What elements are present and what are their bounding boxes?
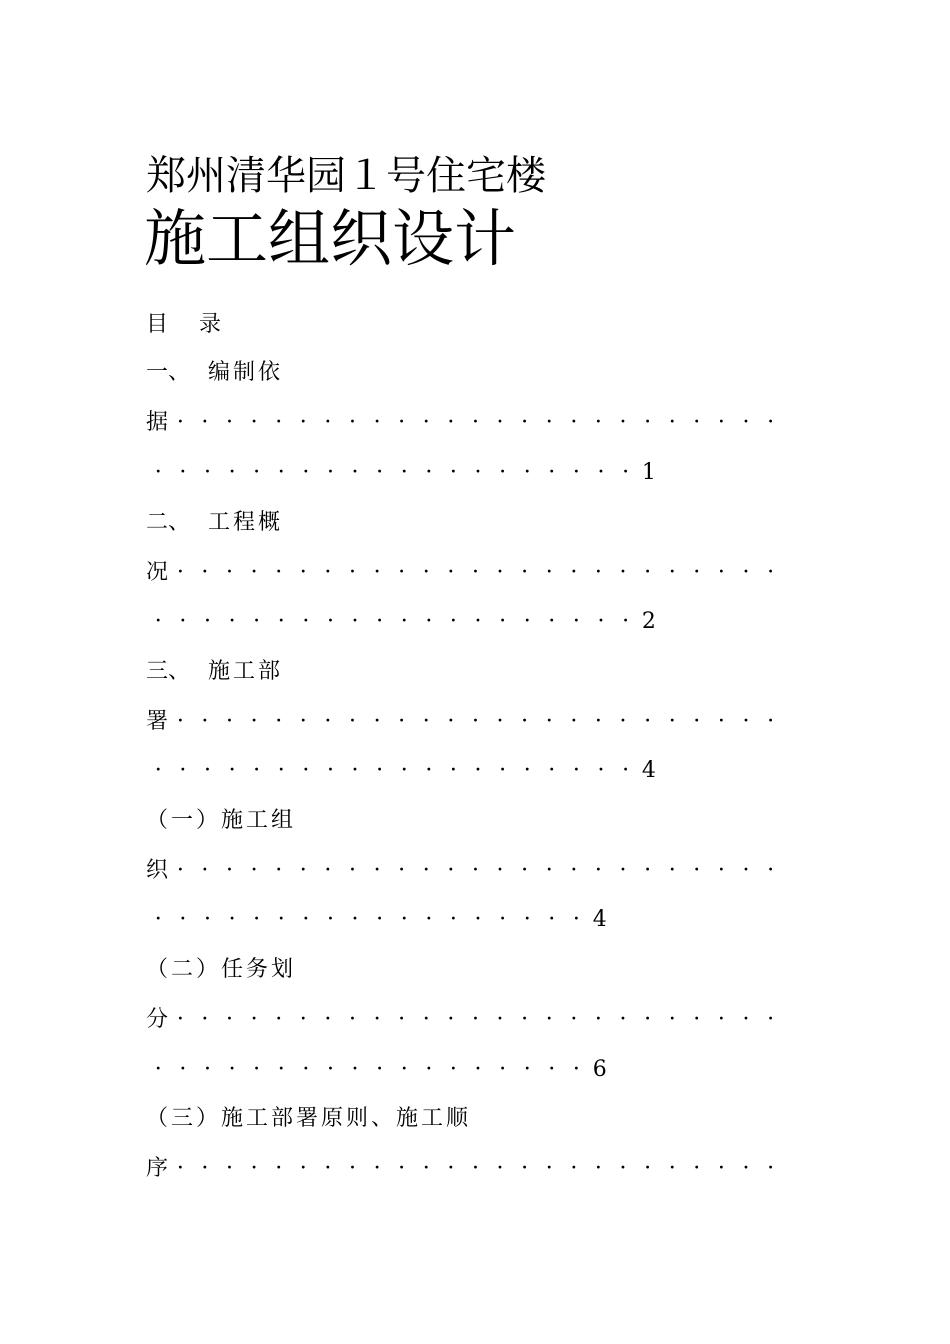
toc-entry-continuation: 序 — [146, 1156, 169, 1181]
leader-dot: · — [422, 410, 430, 435]
leader-dot: · — [474, 460, 482, 485]
leader-dot: · — [179, 758, 187, 783]
leader-dot: · — [496, 709, 504, 734]
leader-dot: · — [449, 907, 457, 932]
leader-dot: · — [545, 560, 553, 585]
leader-dot: · — [717, 560, 725, 585]
leader-dot: · — [326, 1057, 334, 1082]
leader-dot: · — [668, 858, 676, 883]
leader-dot: · — [253, 1057, 261, 1082]
leader-dot: · — [154, 460, 162, 485]
leader-dot: · — [597, 758, 605, 783]
leader-dot: · — [499, 1057, 507, 1082]
leader-dot: · — [668, 410, 676, 435]
leader-dot: · — [299, 410, 307, 435]
leader-dot: · — [619, 709, 627, 734]
leader-dot: · — [496, 1007, 504, 1032]
leader-dot: · — [545, 709, 553, 734]
leader-dot: · — [644, 1156, 652, 1181]
leader-dot: · — [176, 709, 184, 734]
toc-entry-continuation: 据 — [146, 410, 169, 435]
leader-dot: · — [299, 1007, 307, 1032]
leader-dot: · — [425, 609, 433, 634]
toc-entry-continuation: 织 — [146, 858, 169, 883]
leader-dot: · — [250, 858, 258, 883]
toc-entry-number: 一、 — [146, 360, 191, 385]
leader-dot: · — [351, 460, 359, 485]
leader-dot: · — [693, 709, 701, 734]
leader-dot: · — [496, 858, 504, 883]
toc-entry-label: （三）施工部署原则、施工顺 — [146, 1106, 472, 1131]
toc-entry-dots-line-2 — [146, 558, 783, 588]
leader-dot: · — [376, 1057, 384, 1082]
toc-entry-dots-line-1 — [146, 408, 783, 438]
leader-dot: · — [326, 460, 334, 485]
leader-dot: · — [521, 560, 529, 585]
leader-dot: · — [299, 858, 307, 883]
document-title-line-2: 施工组织设计 — [144, 202, 517, 275]
leader-dot: · — [693, 1156, 701, 1181]
leader-dot: · — [228, 907, 236, 932]
leader-dot: · — [373, 858, 381, 883]
leader-dot: · — [176, 858, 184, 883]
leader-dot: · — [324, 709, 332, 734]
leader-dot: · — [373, 1156, 381, 1181]
leader-dot: · — [422, 858, 430, 883]
toc-entry-label: 编制依 — [208, 360, 284, 385]
leader-dot: · — [376, 609, 384, 634]
leader-dot: · — [250, 1007, 258, 1032]
leader-dot: · — [326, 609, 334, 634]
toc-entry-title-1[interactable] — [146, 358, 283, 388]
toc-entry-page-line-2 — [146, 607, 656, 637]
leader-dot: · — [572, 460, 580, 485]
leader-dot: · — [373, 560, 381, 585]
toc-page-number: 4 — [592, 907, 607, 932]
leader-dot: · — [203, 758, 211, 783]
leader-dot: · — [228, 758, 236, 783]
leader-dot: · — [422, 1007, 430, 1032]
leader-dot: · — [742, 709, 750, 734]
leader-dot: · — [400, 907, 408, 932]
leader-dot: · — [742, 410, 750, 435]
leader-dot: · — [449, 758, 457, 783]
toc-entry-label: 工程概 — [208, 510, 284, 535]
leader-dot: · — [302, 1057, 310, 1082]
leader-dot: · — [176, 1007, 184, 1032]
leader-dot: · — [548, 609, 556, 634]
leader-dot: · — [570, 1007, 578, 1032]
toc-entry-title-6[interactable] — [146, 1104, 471, 1134]
leader-dot: · — [299, 709, 307, 734]
leader-dot: · — [203, 609, 211, 634]
leader-dot: · — [471, 1007, 479, 1032]
leader-dot: · — [597, 460, 605, 485]
leader-dot: · — [400, 609, 408, 634]
leader-dot: · — [201, 709, 209, 734]
leader-dot: · — [594, 709, 602, 734]
leader-dot: · — [767, 1156, 775, 1181]
leader-dot: · — [203, 907, 211, 932]
dot-leader — [146, 458, 638, 488]
toc-entry-continuation: 分 — [146, 1007, 169, 1032]
leader-dot: · — [767, 858, 775, 883]
leader-dot: · — [449, 460, 457, 485]
leader-dot: · — [449, 1057, 457, 1082]
leader-dot: · — [474, 1057, 482, 1082]
leader-dot: · — [597, 609, 605, 634]
leader-dot: · — [668, 709, 676, 734]
leader-dot: · — [447, 410, 455, 435]
leader-dot: · — [348, 709, 356, 734]
leader-dot: · — [499, 907, 507, 932]
leader-dot: · — [201, 410, 209, 435]
leader-dot: · — [398, 1156, 406, 1181]
leader-dot: · — [400, 1057, 408, 1082]
toc-entry-title-5[interactable] — [146, 955, 296, 985]
leader-dot: · — [644, 709, 652, 734]
toc-entry-title-3[interactable] — [146, 657, 283, 687]
leader-dot: · — [176, 1156, 184, 1181]
leader-dot: · — [425, 907, 433, 932]
leader-dot: · — [622, 758, 630, 783]
leader-dot: · — [594, 1007, 602, 1032]
toc-entry-page-line-3 — [146, 756, 656, 786]
leader-dot: · — [201, 1156, 209, 1181]
leader-dot: · — [471, 560, 479, 585]
toc-entry-number: 三、 — [146, 659, 191, 684]
leader-dot: · — [474, 907, 482, 932]
leader-dot: · — [228, 460, 236, 485]
leader-dot: · — [176, 410, 184, 435]
leader-dot: · — [619, 1156, 627, 1181]
leader-dot: · — [572, 609, 580, 634]
leader-dot: · — [226, 709, 233, 734]
leader-dot: · — [228, 1057, 236, 1082]
leader-dot: · — [275, 1156, 283, 1181]
dot-leader — [168, 1005, 783, 1035]
leader-dot: · — [499, 460, 507, 485]
leader-dot: · — [447, 560, 455, 585]
leader-dot: · — [398, 410, 406, 435]
leader-dot: · — [594, 560, 602, 585]
dot-leader — [146, 1055, 589, 1085]
leader-dot: · — [324, 410, 332, 435]
toc-page-number: 6 — [592, 1057, 607, 1082]
leader-dot: · — [548, 460, 556, 485]
leader-dot: · — [277, 460, 285, 485]
dot-leader — [146, 607, 638, 637]
leader-dot: · — [548, 907, 556, 932]
leader-dot: · — [226, 560, 233, 585]
toc-page-number: 2 — [641, 609, 656, 634]
leader-dot: · — [348, 858, 356, 883]
toc-entry-continuation: 署 — [146, 709, 169, 734]
leader-dot: · — [326, 907, 334, 932]
leader-dot: · — [447, 1156, 455, 1181]
leader-dot: · — [594, 858, 602, 883]
leader-dot: · — [572, 907, 580, 932]
toc-page-number: 1 — [641, 460, 656, 485]
leader-dot: · — [326, 758, 334, 783]
leader-dot: · — [179, 460, 187, 485]
leader-dot: · — [570, 560, 578, 585]
leader-dot: · — [471, 709, 479, 734]
leader-dot: · — [348, 1007, 356, 1032]
leader-dot: · — [644, 1007, 652, 1032]
leader-dot: · — [474, 758, 482, 783]
leader-dot: · — [742, 560, 750, 585]
leader-dot: · — [226, 858, 233, 883]
leader-dot: · — [521, 1007, 529, 1032]
leader-dot: · — [447, 858, 455, 883]
leader-dot: · — [717, 1156, 725, 1181]
leader-dot: · — [226, 1007, 233, 1032]
leader-dot: · — [203, 1057, 211, 1082]
leader-dot: · — [548, 758, 556, 783]
leader-dot: · — [619, 1007, 627, 1032]
leader-dot: · — [717, 1007, 725, 1032]
dot-leader — [168, 707, 783, 737]
leader-dot: · — [302, 758, 310, 783]
leader-dot: · — [373, 709, 381, 734]
leader-dot: · — [277, 907, 285, 932]
leader-dot: · — [668, 1156, 676, 1181]
leader-dot: · — [299, 1156, 307, 1181]
leader-dot: · — [351, 609, 359, 634]
leader-dot: · — [351, 1057, 359, 1082]
leader-dot: · — [521, 709, 529, 734]
leader-dot: · — [644, 410, 652, 435]
toc-entry-title-4[interactable] — [146, 806, 296, 836]
leader-dot: · — [250, 560, 258, 585]
leader-dot: · — [179, 1057, 187, 1082]
toc-entry-label: （一）施工组 — [146, 808, 297, 833]
leader-dot: · — [523, 907, 531, 932]
leader-dot: · — [422, 1156, 430, 1181]
leader-dot: · — [351, 907, 359, 932]
leader-dot: · — [277, 758, 285, 783]
leader-dot: · — [275, 560, 283, 585]
leader-dot: · — [767, 560, 775, 585]
toc-entry-continuation: 况 — [146, 560, 169, 585]
dot-leader — [168, 408, 783, 438]
leader-dot: · — [693, 560, 701, 585]
dot-leader — [168, 558, 783, 588]
leader-dot: · — [594, 410, 602, 435]
dot-leader — [146, 905, 589, 935]
leader-dot: · — [376, 460, 384, 485]
leader-dot: · — [179, 609, 187, 634]
leader-dot: · — [471, 858, 479, 883]
leader-dot: · — [545, 1156, 553, 1181]
leader-dot: · — [324, 858, 332, 883]
leader-dot: · — [425, 1057, 433, 1082]
leader-dot: · — [545, 410, 553, 435]
leader-dot: · — [570, 709, 578, 734]
leader-dot: · — [717, 410, 725, 435]
leader-dot: · — [742, 858, 750, 883]
leader-dot: · — [471, 410, 479, 435]
leader-dot: · — [523, 609, 531, 634]
leader-dot: · — [767, 709, 775, 734]
toc-entry-page-line-1 — [146, 458, 656, 488]
leader-dot: · — [277, 1057, 285, 1082]
leader-dot: · — [447, 709, 455, 734]
leader-dot: · — [324, 1156, 332, 1181]
leader-dot: · — [154, 609, 162, 634]
leader-dot: · — [521, 858, 529, 883]
leader-dot: · — [422, 560, 430, 585]
leader-dot: · — [570, 1156, 578, 1181]
toc-entry-page-line-4 — [146, 905, 607, 935]
leader-dot: · — [398, 709, 406, 734]
leader-dot: · — [619, 560, 627, 585]
leader-dot: · — [594, 1156, 602, 1181]
leader-dot: · — [693, 410, 701, 435]
leader-dot: · — [376, 907, 384, 932]
leader-dot: · — [693, 858, 701, 883]
toc-page-number: 4 — [641, 758, 656, 783]
toc-entry-label: （二）任务划 — [146, 957, 297, 982]
leader-dot: · — [619, 858, 627, 883]
toc-heading: 目 录 — [146, 312, 233, 337]
leader-dot: · — [717, 709, 725, 734]
leader-dot: · — [277, 609, 285, 634]
leader-dot: · — [253, 758, 261, 783]
leader-dot: · — [400, 758, 408, 783]
leader-dot: · — [422, 709, 430, 734]
leader-dot: · — [496, 410, 504, 435]
leader-dot: · — [324, 560, 332, 585]
leader-dot: · — [228, 609, 236, 634]
leader-dot: · — [201, 560, 209, 585]
leader-dot: · — [572, 1057, 580, 1082]
leader-dot: · — [299, 560, 307, 585]
leader-dot: · — [376, 758, 384, 783]
leader-dot: · — [201, 858, 209, 883]
toc-entry-dots-line-3 — [146, 707, 783, 737]
dot-leader — [146, 756, 638, 786]
leader-dot: · — [474, 609, 482, 634]
toc-entry-dots-line-6 — [146, 1154, 783, 1184]
toc-entry-number: 二、 — [146, 510, 191, 535]
leader-dot: · — [447, 1007, 455, 1032]
leader-dot: · — [176, 560, 184, 585]
leader-dot: · — [521, 410, 529, 435]
leader-dot: · — [201, 1007, 209, 1032]
toc-entry-page-line-5 — [146, 1055, 607, 1085]
leader-dot: · — [154, 907, 162, 932]
leader-dot: · — [154, 1057, 162, 1082]
leader-dot: · — [226, 410, 233, 435]
leader-dot: · — [179, 907, 187, 932]
leader-dot: · — [253, 907, 261, 932]
leader-dot: · — [523, 460, 531, 485]
leader-dot: · — [499, 609, 507, 634]
leader-dot: · — [767, 1007, 775, 1032]
leader-dot: · — [742, 1007, 750, 1032]
leader-dot: · — [496, 1156, 504, 1181]
leader-dot: · — [572, 758, 580, 783]
leader-dot: · — [348, 1156, 356, 1181]
leader-dot: · — [253, 460, 261, 485]
leader-dot: · — [548, 1057, 556, 1082]
leader-dot: · — [250, 709, 258, 734]
leader-dot: · — [348, 410, 356, 435]
leader-dot: · — [742, 1156, 750, 1181]
leader-dot: · — [622, 460, 630, 485]
leader-dot: · — [275, 410, 283, 435]
leader-dot: · — [545, 1007, 553, 1032]
leader-dot: · — [373, 410, 381, 435]
leader-dot: · — [348, 560, 356, 585]
toc-entry-title-2[interactable] — [146, 508, 283, 538]
leader-dot: · — [398, 858, 406, 883]
leader-dot: · — [521, 1156, 529, 1181]
leader-dot: · — [154, 758, 162, 783]
leader-dot: · — [499, 758, 507, 783]
leader-dot: · — [275, 1007, 283, 1032]
leader-dot: · — [644, 560, 652, 585]
toc-entry-dots-line-4 — [146, 856, 783, 886]
leader-dot: · — [619, 410, 627, 435]
leader-dot: · — [471, 1156, 479, 1181]
leader-dot: · — [275, 858, 283, 883]
leader-dot: · — [226, 1156, 233, 1181]
leader-dot: · — [398, 560, 406, 585]
leader-dot: · — [644, 858, 652, 883]
toc-entry-label: 施工部 — [208, 659, 284, 684]
leader-dot: · — [275, 709, 283, 734]
dot-leader — [168, 856, 783, 886]
leader-dot: · — [203, 460, 211, 485]
leader-dot: · — [496, 560, 504, 585]
leader-dot: · — [523, 758, 531, 783]
leader-dot: · — [302, 609, 310, 634]
leader-dot: · — [570, 410, 578, 435]
leader-dot: · — [373, 1007, 381, 1032]
dot-leader — [168, 1154, 783, 1184]
leader-dot: · — [523, 1057, 531, 1082]
leader-dot: · — [767, 410, 775, 435]
leader-dot: · — [693, 1007, 701, 1032]
leader-dot: · — [253, 609, 261, 634]
document-title-line-1: 郑州清华园１号住宅楼 — [146, 153, 546, 199]
leader-dot: · — [425, 460, 433, 485]
leader-dot: · — [302, 460, 310, 485]
leader-dot: · — [717, 858, 725, 883]
leader-dot: · — [570, 858, 578, 883]
leader-dot: · — [668, 560, 676, 585]
leader-dot: · — [250, 410, 258, 435]
leader-dot: · — [324, 1007, 332, 1032]
leader-dot: · — [398, 1007, 406, 1032]
toc-entry-dots-line-5 — [146, 1005, 783, 1035]
leader-dot: · — [622, 609, 630, 634]
leader-dot: · — [425, 758, 433, 783]
leader-dot: · — [545, 858, 553, 883]
leader-dot: · — [668, 1007, 676, 1032]
leader-dot: · — [449, 609, 457, 634]
leader-dot: · — [400, 460, 408, 485]
leader-dot: · — [351, 758, 359, 783]
leader-dot: · — [250, 1156, 258, 1181]
leader-dot: · — [302, 907, 310, 932]
